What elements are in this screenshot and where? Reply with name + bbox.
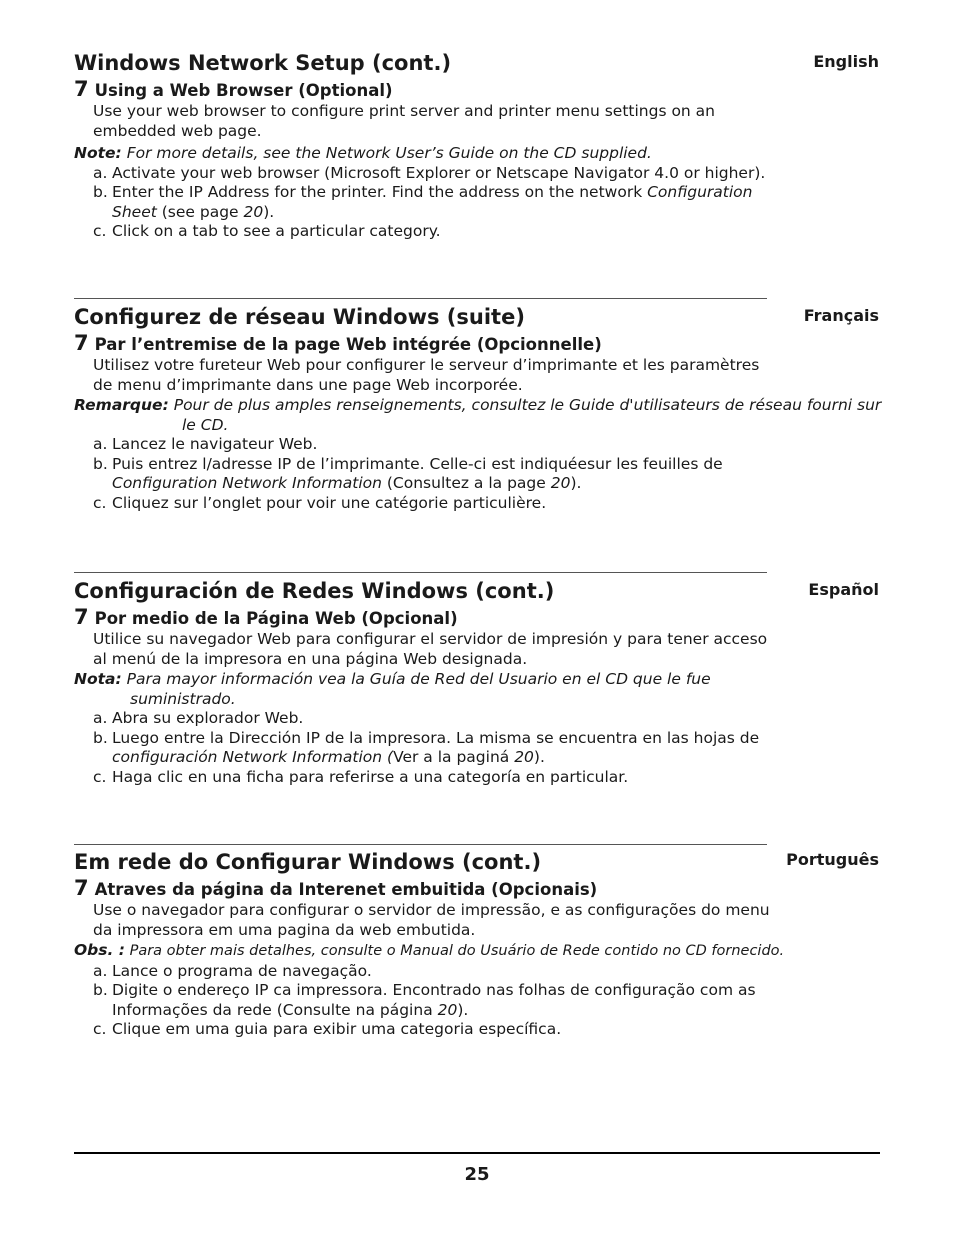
intro-text: Utilisez votre fureteur Web pour configurer le serveur d’imprimante et les paramètres de menu d’imprimante dans une page Web incorporée. [93,356,760,394]
language-label: Español [808,580,879,599]
note [74,670,810,709]
section-title: Windows Network Setup (cont.) [74,51,452,75]
instruction-list [74,709,880,787]
step-number: 7 [74,77,89,101]
step-title: Por medio de la Página Web (Opcional) [94,609,458,628]
section-title: Configuración de Redes Windows (cont.) [74,579,555,603]
list-item: a. Abra su explorador Web. [93,709,304,727]
step-heading [74,78,880,102]
note-label: Note: [74,144,122,162]
list-item: c. Clique em uma guia para exibir uma categoria específica. [93,1020,562,1038]
step-number: 7 [74,605,89,629]
instruction-list [74,435,880,513]
list-item: a. Lance o programa de navegação. [93,961,372,980]
step-title: Par l’entremise de la page Web intégrée (Opcionnelle) [94,335,602,354]
note [74,941,824,962]
list-item: b. Puis entrez l/adresse IP de l’imprimante. Celle-ci est indiquéesur les feuilles de Configuration Network Information (Consultez a la page 20). [93,454,723,492]
instruction-list [74,164,880,242]
note-label: Remarque: [74,396,169,414]
step-title: Atraves da página da Interenet embuitida (Opcionais) [94,880,598,899]
section-divider [74,572,767,573]
language-label: English [813,52,879,71]
note-text: Para mayor información vea la Guía de Red del Usuario en el CD que le fue suministrado. [126,670,711,708]
list-item: b. Digite o endereço IP ca impressora. Encontrado nas folhas de configuração com as Informações da rede (Consulte na página 20). [93,981,756,1019]
section-portugues [74,849,880,1040]
step-heading [74,332,880,356]
section-title: Configurez de réseau Windows (suite) [74,305,525,329]
list-item: c. Click on a tab to see a particular category. [93,222,441,240]
list-item: c. Haga clic en una ficha para referirse a una categoría en particular. [93,767,629,786]
step-number: 7 [74,331,89,355]
note-label: Obs. : [74,941,125,959]
note-text: Para obter mais detalhes, consulte o Manual do Usuário de Rede contido no CD fornecido. [129,943,785,959]
note-text: Pour de plus amples renseignements, consultez le Guide d'utilisateurs de réseau fourni sur le CD. [173,396,882,434]
step-heading [74,877,880,901]
instruction-list [74,962,880,1040]
list-item: b. Luego entre la Dirección IP de la impresora. La misma se encuentra en las hojas de configuración Network Information (Ver a la paginá 20). [93,728,760,766]
note-label: Nota: [74,670,122,688]
section-espanol [74,578,880,787]
note [74,396,882,435]
list-item: a. Lancez le navigateur Web. [93,435,318,453]
section-francais [74,304,880,513]
language-label: Português [786,850,879,869]
section-divider [74,844,767,845]
step-number: 7 [74,876,89,900]
step-heading [74,606,880,630]
language-label: Français [803,306,879,325]
section-divider [74,298,767,299]
intro-text: Utilice su navegador Web para configurar el servidor de impresión y para tener acceso al menú de la impresora en una página Web designada. [93,630,768,668]
note-text: For more details, see the Network User’s Guide on the CD supplied. [126,144,652,162]
footer-rule [74,1152,880,1154]
note [74,144,774,164]
intro-text: Use o navegador para configurar o servidor de impressão, e as configurações do menu da impressora em uma pagina da web embutida. [93,901,770,939]
page-number: 25 [464,1164,490,1185]
list-item: a. Activate your web browser (Microsoft Explorer or Netscape Navigator 4.0 or higher). [93,163,766,182]
list-item: c. Cliquez sur l’onglet pour voir une catégorie particulière. [93,493,547,512]
list-item: b. Enter the IP Address for the printer. Find the address on the network Configuration Sheet (see page 20). [93,183,753,221]
intro-text: Use your web browser to configure print server and printer menu settings on an embedded web page. [93,102,716,140]
section-english [74,50,880,242]
section-title: Em rede do Configurar Windows (cont.) [74,850,542,874]
step-title: Using a Web Browser (Optional) [94,81,393,100]
